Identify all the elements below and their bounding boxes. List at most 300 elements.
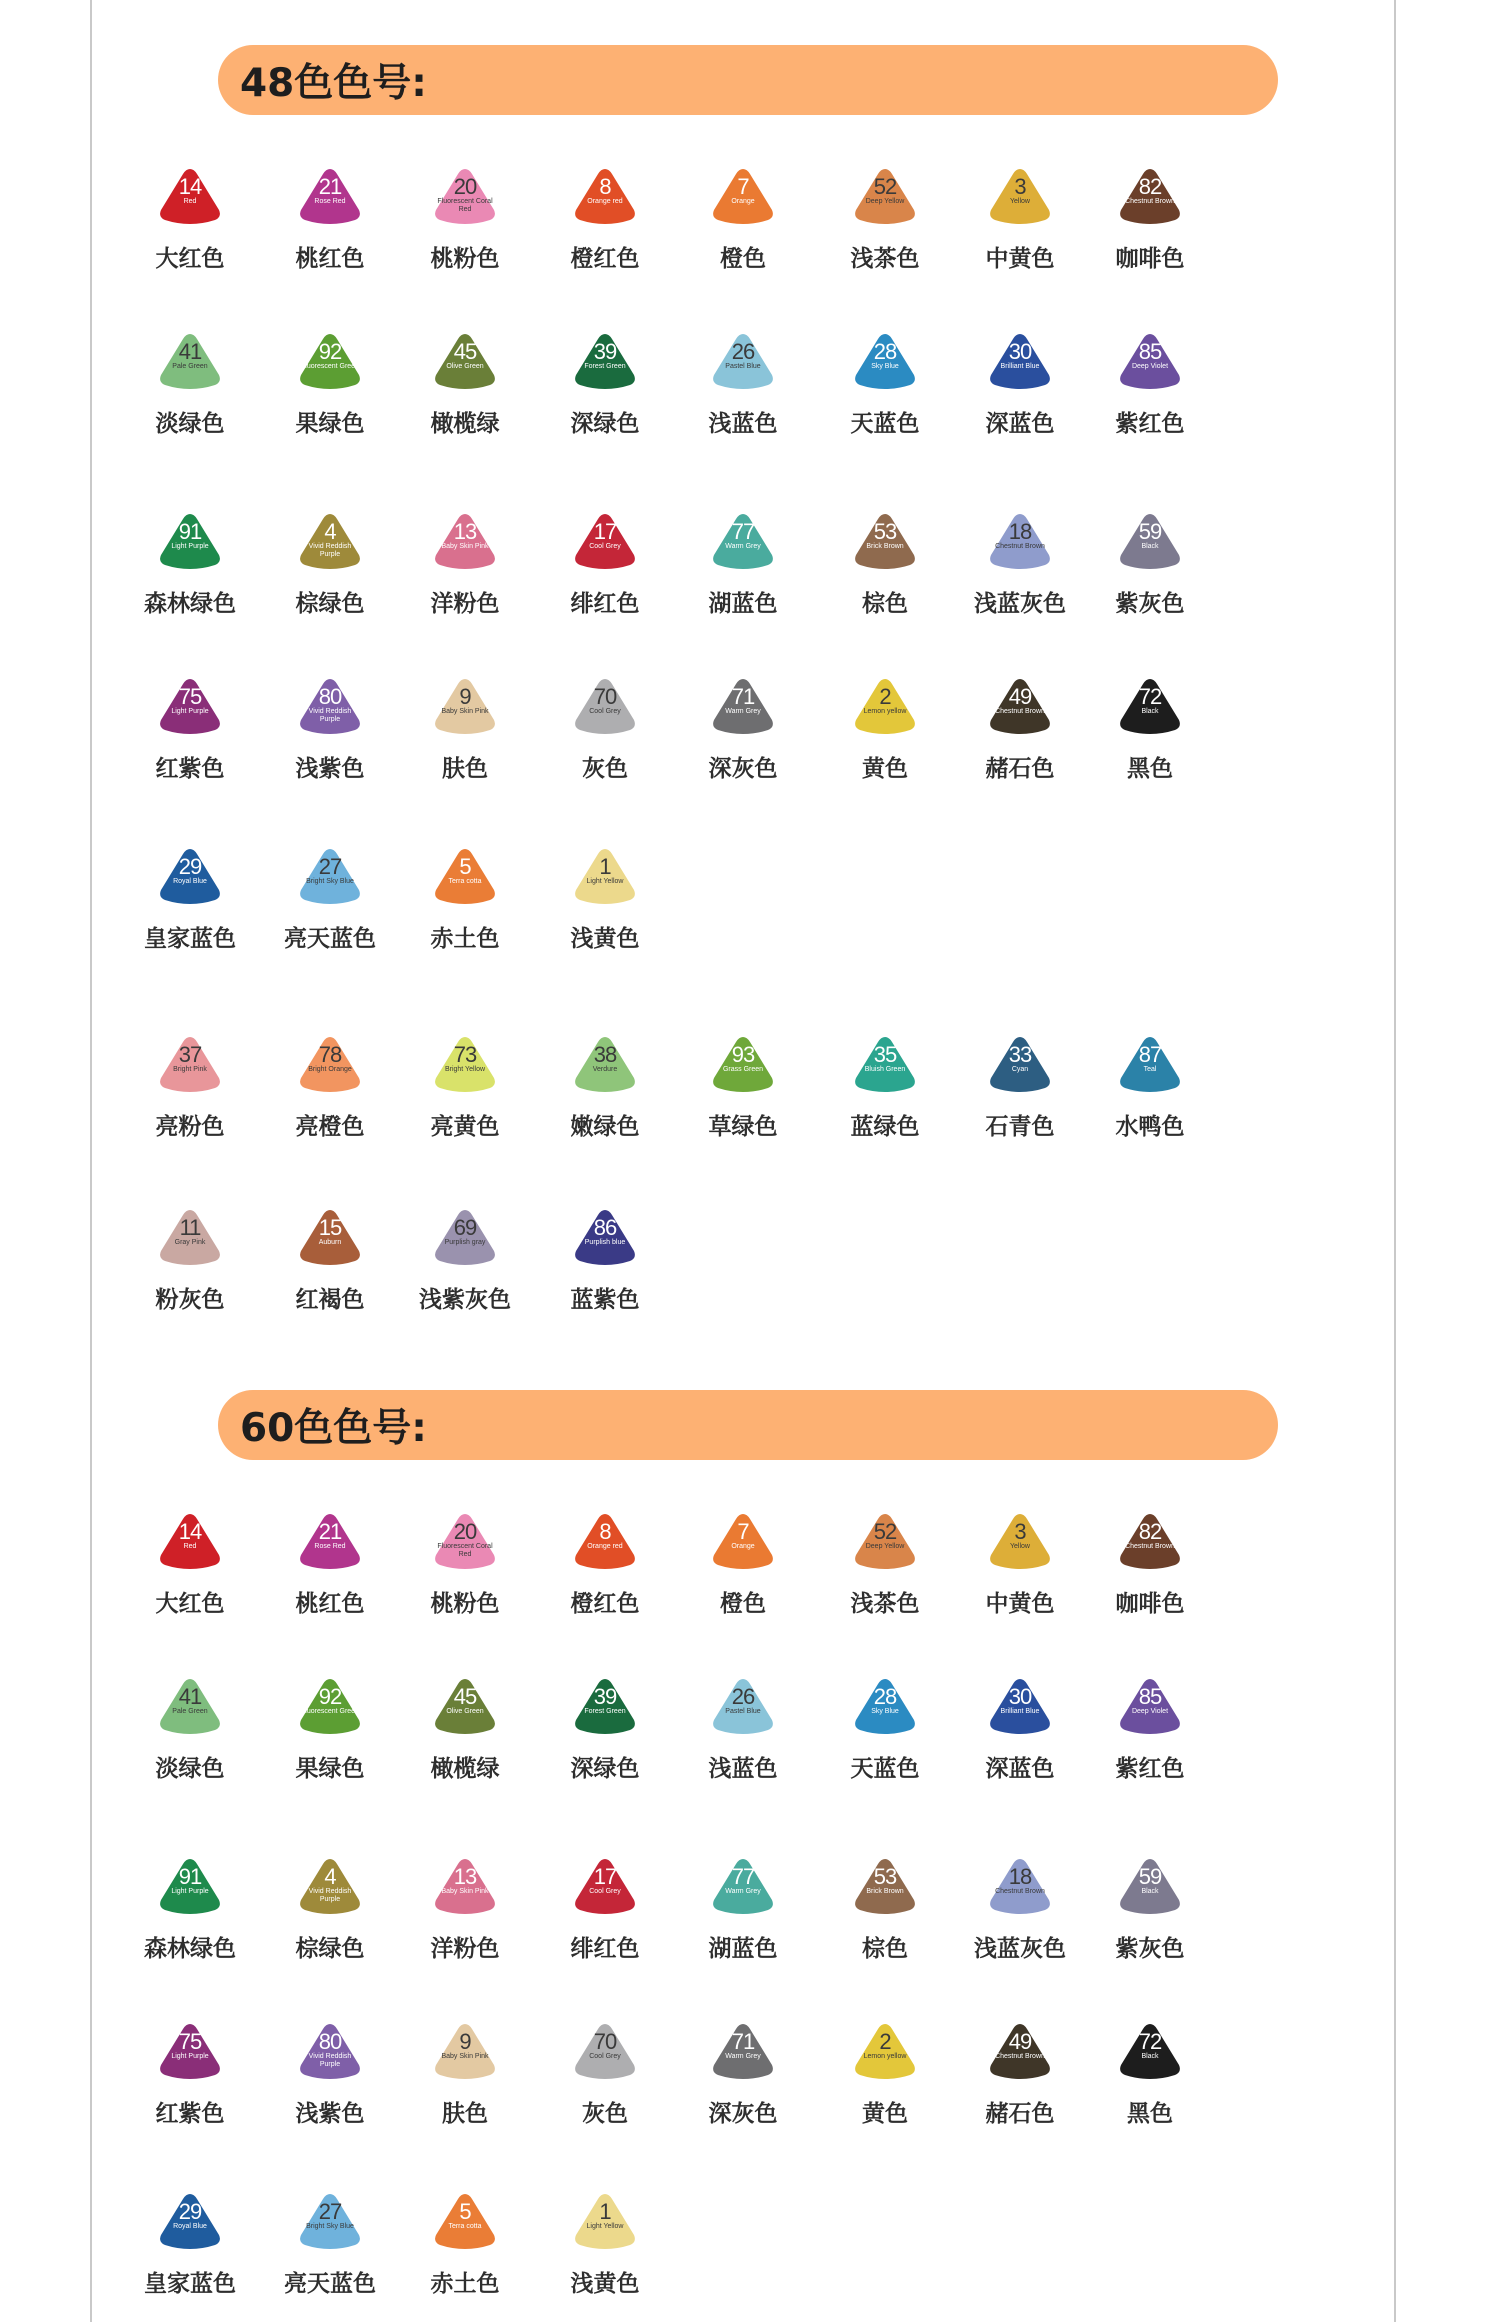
color-number: 92 — [318, 339, 342, 364]
color-english-name: Rose Red — [314, 1543, 346, 1550]
color-chinese-name: 红紫色 — [155, 756, 225, 782]
color-number: 86 — [593, 1215, 617, 1240]
color-chinese-name: 浅黄色 — [570, 926, 640, 952]
color-swatch — [110, 1855, 270, 1967]
color-number: 93 — [731, 1042, 755, 1067]
color-number: 27 — [318, 2199, 342, 2224]
color-english-name: Forest Green — [584, 1708, 626, 1715]
color-swatch — [110, 330, 270, 442]
color-number: 15 — [318, 1215, 342, 1240]
color-number: 9 — [459, 2029, 471, 2054]
color-swatch — [385, 165, 545, 277]
color-number: 72 — [1138, 2029, 1162, 2054]
color-number: 85 — [1138, 339, 1162, 364]
right-border-line — [1394, 0, 1396, 2322]
color-number: 91 — [178, 519, 202, 544]
color-english-name: Orange red — [587, 1543, 623, 1550]
color-english-name: Deep Violet — [1131, 1708, 1169, 1715]
color-number: 8 — [599, 174, 611, 199]
color-english-name: Baby Skin Pink — [441, 708, 489, 715]
color-swatch — [385, 1855, 545, 1967]
color-number: 53 — [873, 1864, 897, 1889]
color-english-name: Light Yellow — [586, 2223, 624, 2230]
color-swatch — [110, 165, 270, 277]
color-number: 49 — [1008, 2029, 1032, 2054]
color-english-name: Lemon yellow — [863, 708, 907, 715]
color-chinese-name: 浅紫色 — [295, 756, 365, 782]
section-title-banner: 48色色号: — [218, 45, 1278, 115]
color-chinese-name: 中黄色 — [985, 246, 1055, 272]
color-number: 39 — [593, 339, 617, 364]
color-chinese-name: 棕色 — [862, 591, 908, 617]
color-number: 45 — [453, 1684, 477, 1709]
color-swatch — [110, 1206, 270, 1318]
color-english-name: Bluish Green — [864, 1066, 906, 1073]
color-swatch — [525, 510, 685, 622]
color-english-name: Chestnut Brown — [995, 708, 1045, 715]
color-english-name: Light Purple — [171, 1888, 209, 1895]
color-number: 53 — [873, 519, 897, 544]
color-number: 70 — [593, 684, 617, 709]
color-number: 3 — [1014, 174, 1026, 199]
color-swatch — [110, 845, 270, 957]
color-swatch — [525, 1033, 685, 1145]
color-number: 72 — [1138, 684, 1162, 709]
color-swatch — [385, 2020, 545, 2132]
color-chinese-name: 水鸭色 — [1115, 1114, 1185, 1140]
color-swatch — [525, 1510, 685, 1622]
color-chinese-name: 紫灰色 — [1115, 1936, 1185, 1962]
color-english-name: Chestnut Brown — [1125, 198, 1175, 205]
color-swatch — [385, 845, 545, 957]
color-chinese-name: 紫红色 — [1115, 411, 1185, 437]
color-chinese-name: 绯红色 — [570, 591, 640, 617]
color-number: 7 — [737, 174, 749, 199]
section-title-banner: 60色色号: — [218, 1390, 1278, 1460]
color-swatch — [1070, 330, 1230, 442]
color-number: 59 — [1138, 519, 1162, 544]
color-chinese-name: 浅紫灰色 — [419, 1287, 511, 1313]
color-chinese-name: 深蓝色 — [985, 1756, 1055, 1782]
color-number: 20 — [453, 174, 477, 199]
color-english-name: Chestnut Brown — [995, 2053, 1045, 2060]
color-swatch — [525, 330, 685, 442]
color-chinese-name: 浅蓝色 — [708, 1756, 778, 1782]
color-number: 5 — [459, 854, 471, 879]
color-chinese-name: 蓝绿色 — [850, 1114, 920, 1140]
color-number: 21 — [318, 174, 342, 199]
color-english-name: Bright Yellow — [444, 1066, 486, 1073]
color-swatch — [110, 675, 270, 787]
color-number: 52 — [873, 174, 897, 199]
color-english-name: Teal — [1143, 1066, 1157, 1073]
color-english-name: Fluorescent Coral Red — [437, 1543, 493, 1558]
color-english-name: Royal Blue — [173, 2223, 207, 2230]
color-number: 87 — [1138, 1042, 1162, 1067]
color-chinese-name: 果绿色 — [295, 411, 365, 437]
color-swatch — [385, 1206, 545, 1318]
color-number: 77 — [731, 519, 755, 544]
color-swatch — [1070, 1855, 1230, 1967]
color-chinese-name: 咖啡色 — [1115, 246, 1185, 272]
color-number: 80 — [318, 684, 342, 709]
color-number: 20 — [453, 1519, 477, 1544]
color-swatch — [525, 1675, 685, 1787]
color-number: 38 — [593, 1042, 617, 1067]
color-swatch — [110, 2190, 270, 2302]
color-number: 1 — [599, 2199, 611, 2224]
color-swatch — [525, 165, 685, 277]
color-number: 27 — [318, 854, 342, 879]
color-english-name: Brick Brown — [866, 1888, 904, 1895]
color-chinese-name: 桃红色 — [295, 1591, 365, 1617]
color-number: 4 — [324, 1864, 336, 1889]
color-english-name: Olive Green — [446, 363, 484, 370]
color-swatch — [385, 330, 545, 442]
color-number: 18 — [1008, 519, 1032, 544]
color-number: 5 — [459, 2199, 471, 2224]
color-number: 9 — [459, 684, 471, 709]
color-swatch — [663, 1033, 823, 1145]
color-english-name: Baby Skin Pink — [441, 543, 489, 550]
color-chinese-name: 赤土色 — [430, 926, 500, 952]
color-number: 75 — [178, 684, 202, 709]
left-border-line — [90, 0, 92, 2322]
color-number: 91 — [178, 1864, 202, 1889]
color-swatch — [663, 1855, 823, 1967]
color-english-name: Rose Red — [314, 198, 346, 205]
color-chinese-name: 湖蓝色 — [708, 591, 778, 617]
color-english-name: Black — [1141, 708, 1159, 715]
color-chinese-name: 紫红色 — [1115, 1756, 1185, 1782]
color-number: 28 — [873, 1684, 897, 1709]
color-english-name: Warm Grey — [725, 708, 761, 715]
color-english-name: Cool Grey — [589, 1888, 621, 1895]
color-swatch — [110, 2020, 270, 2132]
color-chinese-name: 天蓝色 — [850, 411, 920, 437]
color-chinese-name: 桃红色 — [295, 246, 365, 272]
color-chinese-name: 洋粉色 — [430, 1936, 500, 1962]
color-chinese-name: 湖蓝色 — [708, 1936, 778, 1962]
color-chinese-name: 嫩绿色 — [570, 1114, 640, 1140]
color-chinese-name: 黑色 — [1127, 2101, 1173, 2127]
color-swatch — [525, 2190, 685, 2302]
color-number: 33 — [1008, 1042, 1032, 1067]
color-chinese-name: 绯红色 — [570, 1936, 640, 1962]
color-chinese-name: 咖啡色 — [1115, 1591, 1185, 1617]
color-number: 85 — [1138, 1684, 1162, 1709]
color-number: 18 — [1008, 1864, 1032, 1889]
color-number: 26 — [731, 339, 755, 364]
color-chinese-name: 深绿色 — [570, 411, 640, 437]
color-english-name: Cool Grey — [589, 2053, 621, 2060]
color-swatch — [110, 1510, 270, 1622]
color-english-name: Light Purple — [171, 2053, 209, 2060]
color-english-name: Sky Blue — [871, 363, 899, 370]
color-english-name: Bright Sky Blue — [306, 878, 354, 885]
color-number: 39 — [593, 1684, 617, 1709]
color-number: 13 — [453, 1864, 477, 1889]
color-chinese-name: 蓝紫色 — [570, 1287, 640, 1313]
color-english-name: Vivid Reddish Purple — [308, 543, 352, 558]
color-chinese-name: 亮橙色 — [295, 1114, 365, 1140]
color-chinese-name: 橙红色 — [570, 1591, 640, 1617]
color-swatch — [525, 675, 685, 787]
color-chinese-name: 天蓝色 — [850, 1756, 920, 1782]
color-english-name: Deep Yellow — [865, 1543, 905, 1550]
color-chinese-name: 深蓝色 — [985, 411, 1055, 437]
color-chinese-name: 浅蓝灰色 — [974, 591, 1066, 617]
color-english-name: Chestnut Brown — [995, 1888, 1045, 1895]
color-chinese-name: 森林绿色 — [144, 591, 236, 617]
color-english-name: Vivid Reddish Purple — [308, 2053, 352, 2068]
color-swatch — [1070, 1510, 1230, 1622]
color-chinese-name: 红紫色 — [155, 2101, 225, 2127]
color-chinese-name: 赤土色 — [430, 2271, 500, 2297]
color-number: 59 — [1138, 1864, 1162, 1889]
color-chinese-name: 肤色 — [442, 756, 488, 782]
color-number: 80 — [318, 2029, 342, 2054]
color-chinese-name: 森林绿色 — [144, 1936, 236, 1962]
color-english-name: Brick Brown — [866, 543, 904, 550]
color-english-name: Royal Blue — [173, 878, 207, 885]
color-number: 13 — [453, 519, 477, 544]
color-swatch — [663, 165, 823, 277]
color-english-name: Pale Green — [172, 1708, 208, 1715]
color-english-name: Terra cotta — [448, 878, 482, 885]
color-english-name: Yellow — [1010, 1543, 1030, 1550]
color-chinese-name: 橙色 — [720, 246, 766, 272]
color-number: 7 — [737, 1519, 749, 1544]
color-number: 52 — [873, 1519, 897, 1544]
color-english-name: Deep Violet — [1131, 363, 1169, 370]
color-number: 41 — [178, 1684, 202, 1709]
color-number: 30 — [1008, 1684, 1032, 1709]
color-chinese-name: 灰色 — [582, 756, 628, 782]
color-swatch — [385, 1510, 545, 1622]
color-chinese-name: 桃粉色 — [430, 1591, 500, 1617]
color-english-name: Light Purple — [171, 708, 209, 715]
color-number: 35 — [873, 1042, 897, 1067]
color-swatch — [663, 330, 823, 442]
color-english-name: Orange — [731, 1543, 755, 1550]
color-english-name: Warm Grey — [725, 1888, 761, 1895]
color-english-name: Auburn — [318, 1239, 342, 1246]
color-english-name: Purplish gray — [444, 1239, 486, 1246]
color-english-name: Bright Sky Blue — [306, 2223, 354, 2230]
color-swatch — [385, 1033, 545, 1145]
color-chinese-name: 棕绿色 — [295, 1936, 365, 1962]
color-number: 71 — [731, 2029, 755, 2054]
color-number: 17 — [593, 519, 617, 544]
color-chinese-name: 果绿色 — [295, 1756, 365, 1782]
color-number: 4 — [324, 519, 336, 544]
color-chinese-name: 棕绿色 — [295, 591, 365, 617]
color-swatch — [385, 675, 545, 787]
color-english-name: Black — [1141, 2053, 1159, 2060]
color-english-name: Black — [1141, 1888, 1159, 1895]
color-number: 82 — [1138, 1519, 1162, 1544]
color-chinese-name: 草绿色 — [708, 1114, 778, 1140]
color-chinese-name: 黑色 — [1127, 756, 1173, 782]
color-chinese-name: 赭石色 — [985, 2101, 1055, 2127]
color-english-name: Brilliant Blue — [1000, 363, 1040, 370]
color-english-name: Orange red — [587, 198, 623, 205]
color-english-name: Orange — [731, 198, 755, 205]
color-swatch — [1070, 2020, 1230, 2132]
color-chinese-name: 红褐色 — [295, 1287, 365, 1313]
color-chinese-name: 紫灰色 — [1115, 591, 1185, 617]
color-number: 3 — [1014, 1519, 1026, 1544]
color-english-name: Lemon yellow — [863, 2053, 907, 2060]
color-number: 29 — [178, 2199, 202, 2224]
color-number: 41 — [178, 339, 202, 364]
color-swatch — [1070, 510, 1230, 622]
color-english-name: Fluorescent Green — [301, 1708, 359, 1715]
color-number: 2 — [879, 684, 891, 709]
color-english-name: Grass Green — [722, 1066, 764, 1073]
color-english-name: Pastel Blue — [725, 1708, 761, 1715]
color-english-name: Brilliant Blue — [1000, 1708, 1040, 1715]
color-swatch — [110, 1675, 270, 1787]
color-chinese-name: 亮粉色 — [155, 1114, 225, 1140]
color-chinese-name: 石青色 — [985, 1114, 1055, 1140]
color-english-name: Warm Grey — [725, 543, 761, 550]
color-number: 1 — [599, 854, 611, 879]
color-number: 71 — [731, 684, 755, 709]
color-chinese-name: 橙色 — [720, 1591, 766, 1617]
color-chinese-name: 大红色 — [155, 246, 225, 272]
color-chinese-name: 橙红色 — [570, 246, 640, 272]
color-english-name: Chestnut Brown — [995, 543, 1045, 550]
color-number: 78 — [318, 1042, 342, 1067]
color-number: 69 — [453, 1215, 477, 1240]
color-swatch — [385, 1675, 545, 1787]
color-swatch — [525, 2020, 685, 2132]
color-english-name: Light Purple — [171, 543, 209, 550]
color-english-name: Sky Blue — [871, 1708, 899, 1715]
color-swatch — [1070, 1033, 1230, 1145]
color-number: 17 — [593, 1864, 617, 1889]
color-swatch — [663, 675, 823, 787]
color-chinese-name: 黄色 — [862, 756, 908, 782]
color-english-name: Fluorescent Coral Red — [437, 198, 493, 213]
color-number: 75 — [178, 2029, 202, 2054]
color-english-name: Cool Grey — [589, 543, 621, 550]
color-swatch — [525, 1855, 685, 1967]
color-swatch — [110, 510, 270, 622]
color-english-name: Terra cotta — [448, 2223, 482, 2230]
color-number: 92 — [318, 1684, 342, 1709]
color-english-name: Pale Green — [172, 363, 208, 370]
color-chinese-name: 淡绿色 — [155, 1756, 225, 1782]
color-chinese-name: 浅蓝灰色 — [974, 1936, 1066, 1962]
color-chinese-name: 肤色 — [442, 2101, 488, 2127]
color-number: 28 — [873, 339, 897, 364]
color-english-name: Bright Pink — [173, 1066, 207, 1073]
color-english-name: Deep Yellow — [865, 198, 905, 205]
color-chinese-name: 灰色 — [582, 2101, 628, 2127]
color-chinese-name: 大红色 — [155, 1591, 225, 1617]
color-english-name: Forest Green — [584, 363, 626, 370]
color-english-name: Yellow — [1010, 198, 1030, 205]
color-chinese-name: 橄榄绿 — [430, 411, 500, 437]
color-english-name: Fluorescent Green — [301, 363, 359, 370]
color-number: 8 — [599, 1519, 611, 1544]
color-english-name: Cool Grey — [589, 708, 621, 715]
color-chinese-name: 亮黄色 — [430, 1114, 500, 1140]
color-swatch — [525, 845, 685, 957]
color-chinese-name: 洋粉色 — [430, 591, 500, 617]
color-number: 21 — [318, 1519, 342, 1544]
color-chinese-name: 浅蓝色 — [708, 411, 778, 437]
color-chinese-name: 浅黄色 — [570, 2271, 640, 2297]
color-english-name: Baby Skin Pink — [441, 1888, 489, 1895]
color-chinese-name: 浅茶色 — [850, 246, 920, 272]
color-chinese-name: 棕色 — [862, 1936, 908, 1962]
color-number: 49 — [1008, 684, 1032, 709]
color-swatch — [663, 1510, 823, 1622]
color-chinese-name: 橄榄绿 — [430, 1756, 500, 1782]
color-swatch — [1070, 675, 1230, 787]
color-number: 11 — [179, 1215, 201, 1240]
color-english-name: Light Yellow — [586, 878, 624, 885]
color-number: 2 — [879, 2029, 891, 2054]
color-english-name: Bright Orange — [308, 1066, 352, 1073]
color-english-name: Red — [183, 198, 197, 205]
color-english-name: Chestnut Brown — [1125, 1543, 1175, 1550]
color-chinese-name: 深绿色 — [570, 1756, 640, 1782]
color-number: 73 — [453, 1042, 477, 1067]
color-chinese-name: 皇家蓝色 — [144, 2271, 236, 2297]
color-english-name: Cyan — [1011, 1066, 1029, 1073]
color-swatch — [1070, 165, 1230, 277]
color-number: 82 — [1138, 174, 1162, 199]
color-chinese-name: 浅紫色 — [295, 2101, 365, 2127]
color-number: 29 — [178, 854, 202, 879]
color-swatch — [385, 510, 545, 622]
color-english-name: Verdure — [592, 1066, 618, 1073]
color-chinese-name: 赭石色 — [985, 756, 1055, 782]
color-swatch — [663, 510, 823, 622]
color-swatch — [1070, 1675, 1230, 1787]
color-english-name: Gray Pink — [174, 1239, 206, 1246]
color-swatch — [525, 1206, 685, 1318]
color-swatch — [110, 1033, 270, 1145]
color-chinese-name: 亮天蓝色 — [284, 926, 376, 952]
color-chinese-name: 中黄色 — [985, 1591, 1055, 1617]
color-english-name: Olive Green — [446, 1708, 484, 1715]
color-chinese-name: 黄色 — [862, 2101, 908, 2127]
color-chinese-name: 桃粉色 — [430, 246, 500, 272]
color-english-name: Red — [183, 1543, 197, 1550]
color-english-name: Purplish blue — [584, 1239, 626, 1246]
color-swatch — [663, 2020, 823, 2132]
color-chinese-name: 浅茶色 — [850, 1591, 920, 1617]
color-number: 45 — [453, 339, 477, 364]
color-chinese-name: 淡绿色 — [155, 411, 225, 437]
color-english-name: Vivid Reddish Purple — [308, 1888, 352, 1903]
color-number: 77 — [731, 1864, 755, 1889]
color-number: 14 — [178, 1519, 202, 1544]
color-swatch — [663, 1675, 823, 1787]
color-number: 37 — [178, 1042, 202, 1067]
color-english-name: Pastel Blue — [725, 363, 761, 370]
color-english-name: Warm Grey — [725, 2053, 761, 2060]
color-number: 14 — [178, 174, 202, 199]
color-chinese-name: 深灰色 — [708, 2101, 778, 2127]
color-chinese-name: 皇家蓝色 — [144, 926, 236, 952]
